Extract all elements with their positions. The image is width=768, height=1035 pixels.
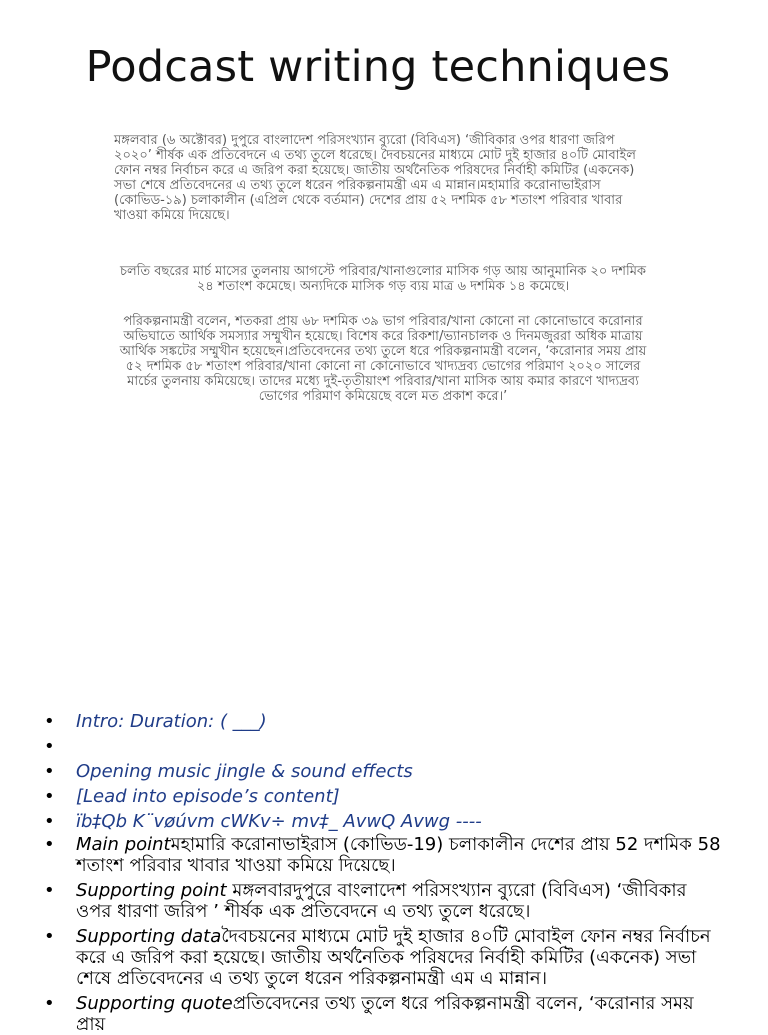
list-item-opening-music (44, 759, 724, 784)
supporting-data-text: দৈবচয়নের মাধ্যমে মোট দুই হাজার ৪০টি মোবাইল ফোন নম্বর নির্বাচন করে এ জরিপ করা হয়েছে। জাতীয় অর্থনৈতিক পরিষদের নির্বাহী কমিটির (একনেক) সভা শেষে প্রতিবেদনের এ তথ্য তুলে ধরেন পরিকল্পনামন্ত্রী এম এ মান্নান। (76, 926, 711, 989)
supporting-quote-text: প্রতিবেদনের তথ্য তুলে ধরে পরিকল্পনামন্ত্রী বলেন, ‘করোনার সময় প্রায় (76, 993, 694, 1035)
main-point-label: Main point (76, 834, 171, 855)
opening-music-text: Opening music jingle & sound effects (76, 761, 413, 782)
paragraph-income-change: চলতি বছরের মার্চ মাসের তুলনায় আগস্টে পরিবার/খানাগুলোর মাসিক গড় আয় আনুমানিক ২০ দশমিক ২৪ শতাংশ কমেছে। অন্যদিকে মাসিক গড় ব্যয় মাত্র ৬ দশমিক ১৪ কমেছে। (119, 264, 647, 294)
supporting-quote-label: Supporting quote (76, 993, 233, 1014)
lead-in-text: [Lead into episode’s content] (76, 786, 340, 807)
bullet-dot: • (44, 993, 55, 1014)
list-item-lead-in (44, 784, 724, 809)
supporting-data-label: Supporting data (76, 926, 222, 947)
bullet-dot: • (44, 880, 55, 901)
list-item-supporting-point (44, 880, 724, 922)
bullet-dot: • (44, 834, 55, 855)
main-point-text: মহামারি করোনাভাইরাস (কোভিড-19) চলাকালীন দেশের প্রায় 52 দশমিক 58 শতাংশ পরিবার খাবার খাওয়া কমিয়ে দিয়েছে। (76, 834, 721, 876)
list-item-greeting (44, 809, 724, 834)
bullet-dot: • (44, 711, 55, 732)
list-item-main-point (44, 834, 724, 876)
greeting-text: ïb‡Qb K¨vøúvm cWKv÷ mv‡_ AvwQ Avwg ---- (76, 811, 482, 832)
list-item-supporting-data (44, 926, 724, 989)
intro-duration-text: Intro: Duration: ( ___) (76, 711, 267, 732)
paragraph-minister-statement: পরিকল্পনামন্ত্রী বলেন, শতকরা প্রায় ৬৮ দশমিক ৩৯ ভাগ পরিবার/খানা কোনো না কোনোভাবে করোনার অভিঘাতে আর্থিক সমস্যার সম্মুখীন হয়েছে। বিশেষ করে রিকশা/ভ্যানচালক ও দিনমজুররা অধিক মাত্রায় আর্থিক সঙ্কটের সম্মুখীন হয়েছেন।প্রতিবেদনের তথ্য তুলে ধরে পরিকল্পনামন্ত্রী বলেন, ‘করোনার সময় প্রায় ৫২ দশমিক ৫৮ শতাংশ পরিবার/খানা কোনো না কোনোভাবে খাদ্যদ্রব্য ভোগের পরিমাণ ২০২০ সালের মার্চের তুলনায় কমিয়েছে। তাদের মধ্যে দুই-তৃতীয়াংশ পরিবার/খানা মাসিক আয় কমার কারণে খাদ্যদ্রব্য ভোগের পরিমাণ কমিয়েছে বলে মত প্রকাশ করে।’ (119, 314, 647, 404)
empty-text (76, 736, 82, 757)
bullet-dot: • (44, 736, 55, 757)
list-item-supporting-quote (44, 993, 724, 1035)
list-item-intro (44, 709, 724, 734)
list-item-empty (44, 734, 724, 759)
bullet-dot: • (44, 926, 55, 947)
supporting-point-text: মঙ্গলবারদুপুরে বাংলাদেশ পরিসংখ্যান ব্যুরো (বিবিএস) ‘জীবিকার ওপর ধারণা জরিপ ’ শীর্ষক এক প্রতিবেদনে এ তথ্য তুলে ধরেছে। (76, 880, 687, 922)
bullet-list (44, 709, 724, 1035)
page-title: Podcast writing techniques (85, 42, 671, 92)
supporting-point-label: Supporting point (76, 880, 233, 901)
bullet-dot: • (44, 786, 55, 807)
bullet-dot: • (44, 811, 55, 832)
paragraph-survey-report: মঙ্গলবার (৬ অক্টোবর) দুপুরে বাংলাদেশ পরিসংখ্যান ব্যুরো (বিবিএস) ‘জীবিকার ওপর ধারণা জরিপ ২০২০’ শীর্ষক এক প্রতিবেদনে এ তথ্য তুলে ধরেছে। দৈবচয়নের মাধ্যমে মোট দুই হাজার ৪০টি মোবাইল ফোন নম্বর নির্বাচন করে এ জরিপ করা হয়েছে। জাতীয় অর্থনৈতিক পরিষদের নির্বাহী কমিটির (একনেক) সভা শেষে প্রতিবেদনের এ তথ্য তুলে ধরেন পরিকল্পনামন্ত্রী এম এ মান্নান।মহামারি করোনাভাইরাস (কোভিড-১৯) চলাকালীন (এপ্রিল থেকে বর্তমান) দেশের প্রায় ৫২ দশমিক ৫৮ শতাংশ পরিবার খাবার খাওয়া কমিয়ে দিয়েছে। (114, 133, 636, 223)
bullet-dot: • (44, 761, 55, 782)
